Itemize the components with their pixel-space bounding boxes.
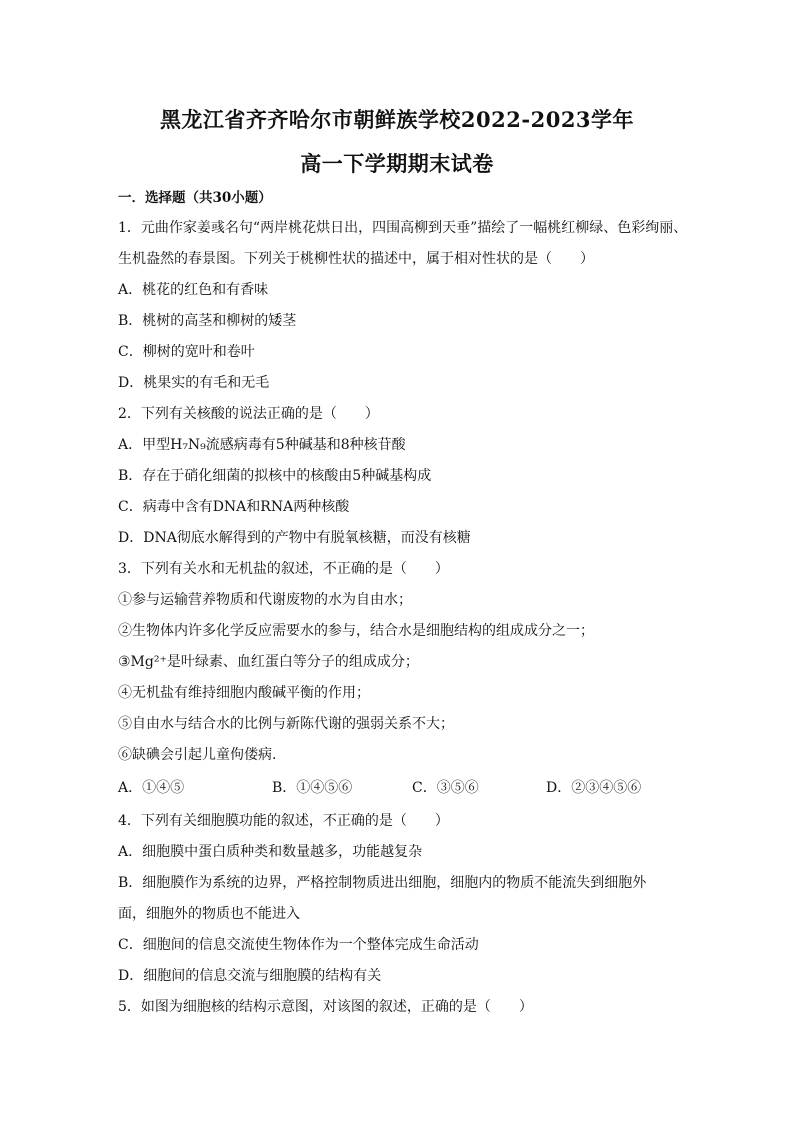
question-3-option-c: C．③⑤⑥ — [412, 780, 479, 796]
question-4-stem: 4．下列有关细胞膜功能的叙述，不正确的是（ ） — [118, 813, 449, 829]
question-3-option-a: A．①④⑤ — [118, 780, 185, 796]
question-3-statement-4: ④无机盐有维持细胞内酸碱平衡的作用； — [118, 685, 370, 701]
question-1-stem-line1: 1．元曲作家姜彧名句“两岸桃花烘日出，四围高柳到天垂”描绘了一幅桃红柳绿、色彩绚丽、 — [118, 220, 688, 236]
question-4-option-d: D．细胞间的信息交流与细胞膜的结构有关 — [118, 968, 382, 984]
section-heading: 一．选择题（共30小题） — [118, 190, 272, 206]
question-4-option-b: B．细胞膜作为系统的边界，严格控制物质进出细胞，细胞内的物质不能流失到细胞外 — [118, 875, 647, 891]
question-4-option-a: A．细胞膜中蛋白质种类和数量越多，功能越复杂 — [118, 844, 423, 860]
exam-title-line1: 黑龙江省齐齐哈尔市朝鲜族学校2022-2023学年 — [159, 107, 635, 132]
question-1-stem-line2: 生机盎然的春景图。下列关于桃柳性状的描述中，属于相对性状的是（ ） — [118, 251, 594, 267]
question-2-option-a: A．甲型H₇N₉流感病毒有5种碱基和8种核苷酸 — [118, 437, 406, 453]
question-1-option-b: B．桃树的高茎和柳树的矮茎 — [118, 313, 297, 329]
question-2-option-b: B．存在于硝化细菌的拟核中的核酸由5种碱基构成 — [118, 468, 432, 484]
question-3-statement-5: ⑤自由水与结合水的比例与新陈代谢的强弱关系不大； — [118, 716, 454, 732]
question-3-option-b: B．①④⑤⑥ — [272, 780, 353, 796]
question-1-option-a: A．桃花的红色和有香味 — [118, 282, 269, 298]
question-4-option-c: C．细胞间的信息交流使生物体作为一个整体完成生命活动 — [118, 937, 479, 953]
question-1-option-d: D．桃果实的有毛和无毛 — [118, 375, 270, 391]
exam-title-line2: 高一下学期期末试卷 — [300, 151, 494, 176]
question-3-statement-6: ⑥缺碘会引起儿童佝偻病. — [118, 747, 277, 763]
question-1-option-c: C．柳树的宽叶和卷叶 — [118, 344, 255, 360]
question-2-option-c: C．病毒中含有DNA和RNA两种核酸 — [118, 499, 350, 515]
question-4-option-b-continued: 面，细胞外的物质也不能进入 — [118, 906, 300, 922]
question-3-statement-3: ③Mg²⁺是叶绿素、血红蛋白等分子的组成成分； — [118, 654, 419, 670]
question-2-option-d: D．DNA彻底水解得到的产物中有脱氧核糖，而没有核糖 — [118, 530, 471, 546]
question-5-stem: 5．如图为细胞核的结构示意图，对该图的叙述，正确的是（ ） — [118, 999, 533, 1015]
question-3-option-d: D．②③④⑤⑥ — [546, 780, 642, 796]
question-2-stem: 2．下列有关核酸的说法正确的是（ ） — [118, 406, 379, 422]
question-3-statement-2: ②生物体内许多化学反应需要水的参与，结合水是细胞结构的组成成分之一； — [118, 623, 594, 639]
question-3-statement-1: ①参与运输营养物质和代谢废物的水为自由水； — [118, 592, 412, 608]
question-3-stem: 3．下列有关水和无机盐的叙述，不正确的是（ ） — [118, 561, 449, 577]
